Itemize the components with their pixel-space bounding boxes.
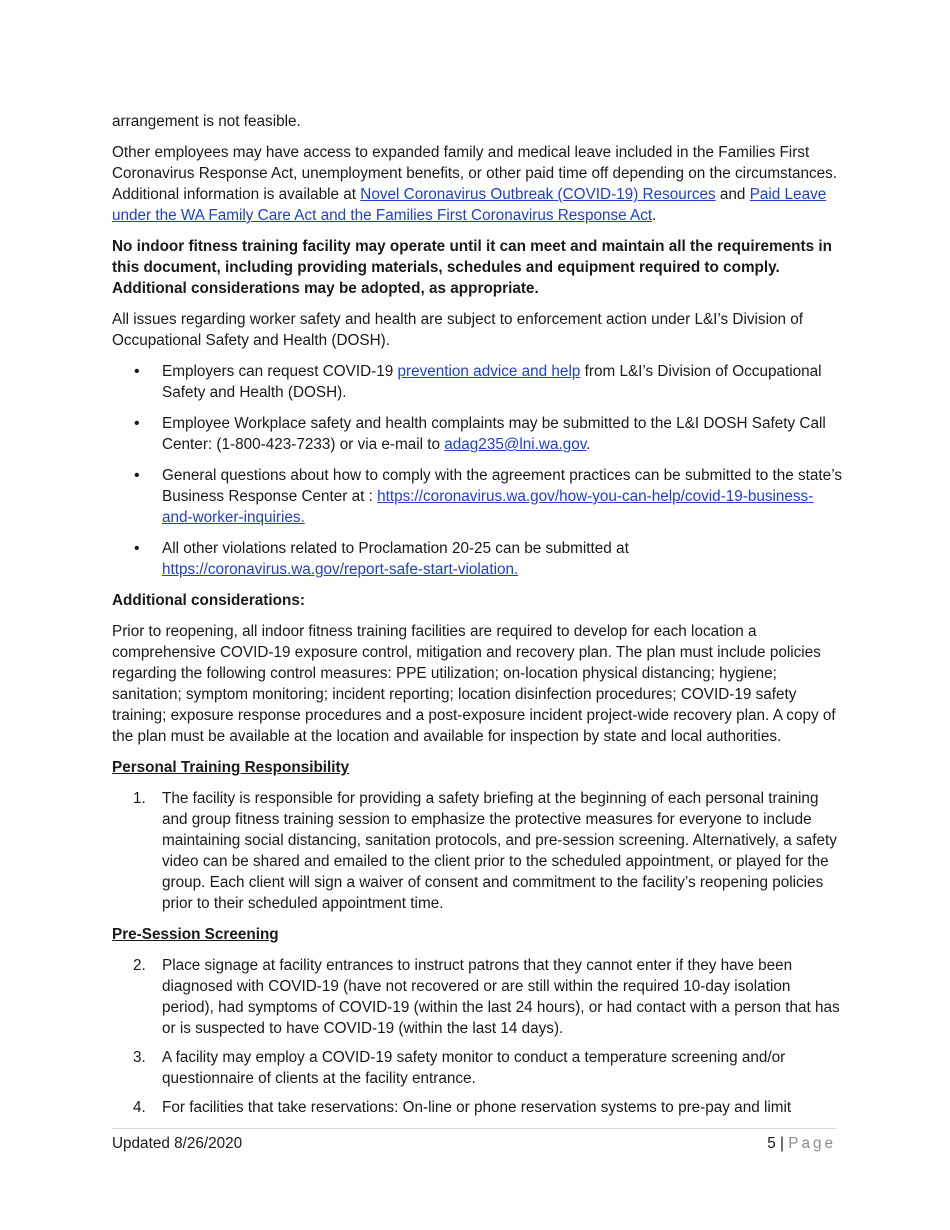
additional-considerations-heading: Additional considerations: xyxy=(112,592,305,609)
updated-date: Updated 8/26/2020 xyxy=(112,1135,243,1152)
intro-continuation: arrangement is not feasible. xyxy=(112,113,301,130)
item-number: 3. xyxy=(133,1049,146,1066)
contact-bullet-list xyxy=(112,361,842,580)
item-number: 2. xyxy=(133,957,146,974)
enforcement-paragraph: All issues regarding worker safety and health are subject to enforcement action under L&I’s Division of Occupational Safety and Health (DOSH). xyxy=(112,311,803,349)
period-text: . xyxy=(652,207,657,224)
personal-training-list xyxy=(112,788,842,914)
pre-session-heading: Pre-Session Screening xyxy=(112,926,279,943)
and-text: and xyxy=(715,186,750,203)
item-text: A facility may employ a COVID-19 safety monitor to conduct a temperature screening and/or questionnaire of clients at the facility entrance. xyxy=(162,1049,786,1087)
bullet-complaints xyxy=(112,413,842,455)
bullet-text: General questions about how to comply with the agreement practices can be submitted to the state’s Business Response Center at : xyxy=(162,467,842,505)
dosh-email-link[interactable]: adag235@lni.wa.gov xyxy=(444,436,587,453)
document-page xyxy=(112,111,842,1128)
leave-paragraph xyxy=(112,142,842,226)
item-number: 4. xyxy=(133,1099,146,1116)
pre-session-list xyxy=(112,955,842,1118)
prevention-advice-link[interactable]: prevention advice and help xyxy=(397,363,581,380)
bullet-violations xyxy=(112,538,842,580)
bullet-text: Employers can request COVID-19 xyxy=(162,363,398,380)
page-label: Page xyxy=(788,1135,836,1152)
additional-considerations-body: Prior to reopening, all indoor fitness training facilities are required to develop for each location a comprehensive COVID-19 exposure control, mitigation and recovery plan. The plan must include policies regarding the following control measures: PPE utilization; on-location physical distancing; hygiene; sanitation; symptom monitoring; incident reporting; location disinfection procedures; COVID-19 safety training; exposure response procedures and a post-exposure incident project-wide recovery plan. A copy of the plan must be available at the location and available for inspection by state and local authorities. xyxy=(112,623,836,745)
list-item xyxy=(112,1047,842,1089)
list-item xyxy=(112,788,842,914)
bullet-text: . xyxy=(586,436,591,453)
item-text: The facility is responsible for providing a safety briefing at the beginning of each personal training and group fitness training session to emphasize the protective measures for everyone to include maintaining social distancing, sanitation protocols, and pre-session screening. Alternatively, a safety video can be shared and emailed to the client prior to the scheduled appointment, or played for the group. Each client will sign a waiver of consent and commitment to the facility’s reopening policies prior to their scheduled appointment time. xyxy=(162,790,837,912)
covid-resources-link[interactable]: Novel Coronavirus Outbreak (COVID-19) Resources xyxy=(360,186,716,203)
bullet-text: from L&I’s Division of Occupational Safety and Health (DOSH). xyxy=(162,363,822,401)
operation-notice: No indoor fitness training facility may operate until it can meet and maintain all the requirements in this document, including providing materials, schedules and equipment required to comply. Additional considerations may be adopted, as appropriate. xyxy=(112,238,832,297)
item-number: 1. xyxy=(133,790,146,807)
item-text: Place signage at facility entrances to instruct patrons that they cannot enter if they have been diagnosed with COVID-19 (have not recovered or are still within the required 10-day isolation period), had symptoms of COVID-19 (within the last 24 hours), or had contact with a person that has or is suspected to have COVID-19 (within the last 14 days). xyxy=(162,957,840,1037)
personal-training-heading: Personal Training Responsibility xyxy=(112,759,350,776)
business-inquiries-link[interactable]: https://coronavirus.wa.gov/how-you-can-help/covid-19-business-and-worker-inquiries. xyxy=(162,488,814,526)
page-number: 5 xyxy=(767,1135,776,1152)
bullet-prevention-advice xyxy=(112,361,842,403)
paid-leave-link[interactable]: Paid Leave under the WA Family Care Act and the Families First Coronavirus Response Act xyxy=(112,186,827,224)
list-item xyxy=(112,1097,842,1118)
bullet-text: Employee Workplace safety and health complaints may be submitted to the L&I DOSH Safety Call Center: (1-800-423-7233) or via e-mail to xyxy=(162,415,826,453)
leave-text: Other employees may have access to expanded family and medical leave included in the Families First Coronavirus Response Act, unemployment benefits, or other paid time off depending on the circumstances. Additional information is available at xyxy=(112,144,838,203)
page-separator: | xyxy=(780,1135,785,1152)
page-indicator xyxy=(767,1133,836,1154)
bullet-text: All other violations related to Proclamation 20-25 can be submitted at xyxy=(162,540,629,557)
list-item xyxy=(112,955,842,1039)
report-violation-link[interactable]: https://coronavirus.wa.gov/report-safe-start-violation. xyxy=(162,561,519,578)
page-footer xyxy=(112,1128,836,1154)
item-text: For facilities that take reservations: On-line or phone reservation systems to pre-pay and limit xyxy=(162,1099,792,1116)
bullet-general-questions xyxy=(112,465,842,528)
